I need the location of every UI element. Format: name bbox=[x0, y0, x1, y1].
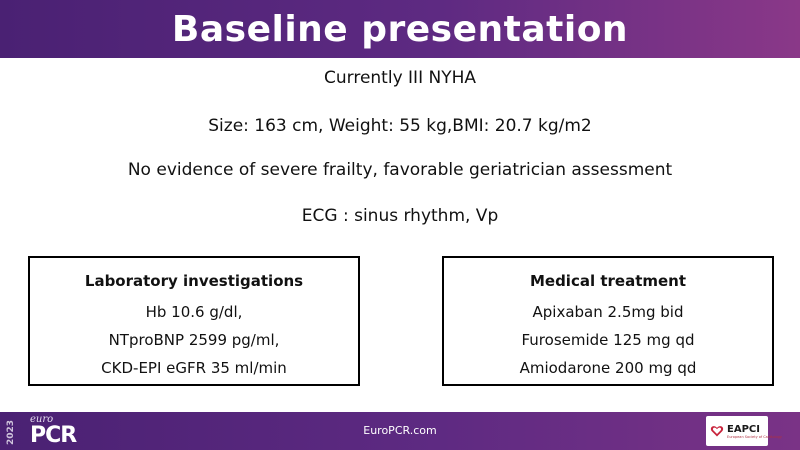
logo-euro: euro bbox=[30, 414, 54, 425]
slide-header bbox=[0, 0, 800, 58]
site-link[interactable]: EuroPCR.com bbox=[363, 424, 437, 437]
lab-item: CKD-EPI eGFR 35 ml/min bbox=[101, 359, 287, 377]
ecg-result: ECG : sinus rhythm, Vp bbox=[301, 206, 499, 226]
treatment-title: Medical treatment bbox=[529, 272, 687, 290]
lab-item: Hb 10.6 g/dl, bbox=[145, 303, 243, 321]
treatment-item: Furosemide 125 mg qd bbox=[521, 331, 695, 349]
eapci-subtitle: European Society of Cardiology bbox=[727, 434, 782, 439]
lab-item: NTproBNP 2599 pg/ml, bbox=[108, 331, 280, 349]
treatment-item: Amiodarone 200 mg qd bbox=[519, 359, 697, 377]
slide-footer bbox=[0, 412, 800, 450]
treatment-box bbox=[442, 256, 774, 386]
laboratory-title: Laboratory investigations bbox=[84, 272, 304, 290]
eapci-logo bbox=[706, 416, 782, 446]
logo-year: 2023 bbox=[6, 419, 16, 445]
treatment-item: Apixaban 2.5mg bid bbox=[532, 303, 684, 321]
logo-pcr: PCR bbox=[30, 423, 77, 448]
heart-icon bbox=[710, 424, 724, 438]
nyha-class: Currently III NYHA bbox=[324, 68, 476, 88]
laboratory-box bbox=[28, 256, 360, 386]
eapci-name: EAPCI bbox=[727, 423, 760, 435]
frailty-assessment: No evidence of severe frailty, favorable geriatrician assessment bbox=[127, 160, 673, 180]
body-measurements: Size: 163 cm, Weight: 55 kg,BMI: 20.7 kg/m2 bbox=[208, 116, 592, 136]
slide-title: Baseline presentation bbox=[171, 8, 629, 50]
